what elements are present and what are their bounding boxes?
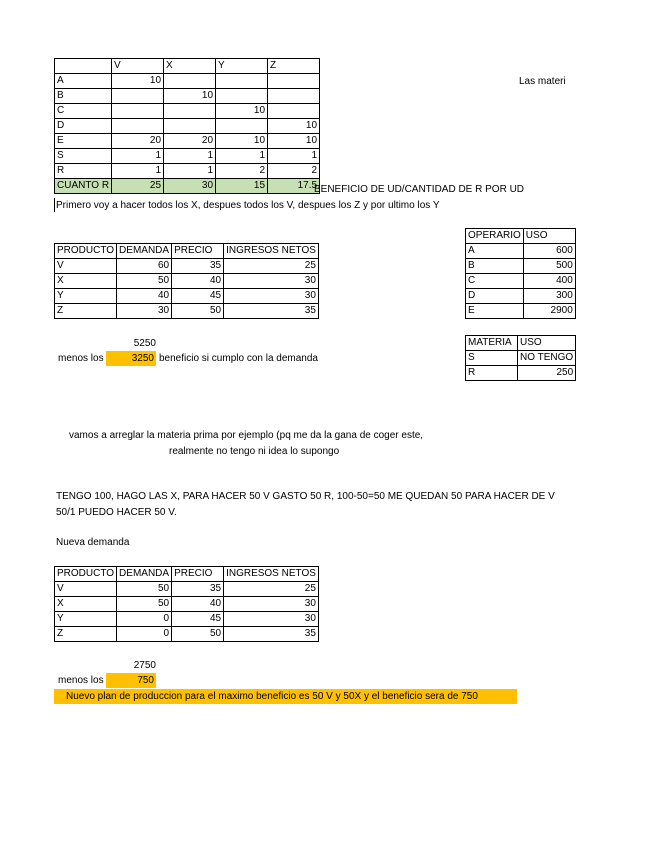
table-row-cell: 0 — [117, 627, 172, 642]
header-row-cell: DEMANDA — [117, 244, 172, 259]
table-row-cell: 0 — [117, 612, 172, 627]
table-row-cell: 45 — [172, 612, 224, 627]
resource-matrix — [54, 58, 320, 194]
table-row — [466, 304, 576, 319]
header-row — [55, 244, 319, 259]
calc1-label: menos los — [58, 353, 104, 364]
table-row-cell — [216, 119, 268, 134]
header-row — [55, 59, 320, 74]
table-row — [55, 149, 320, 164]
table-row-cell: 1 — [112, 149, 164, 164]
total-row-cell: 15 — [216, 179, 268, 194]
table-row-cell: 45 — [172, 289, 224, 304]
table-row — [55, 582, 319, 597]
header-row-cell: INGRESOS NETOS — [224, 567, 319, 582]
table-row-cell: 30 — [117, 304, 172, 319]
table-row-cell: V — [55, 582, 117, 597]
total-row-cell: CUANTO R — [55, 179, 112, 194]
table-row — [55, 274, 319, 289]
table-row-cell: X — [55, 274, 117, 289]
calc2-value: 2750 — [133, 660, 156, 671]
table-row-cell: 30 — [224, 274, 319, 289]
table-row-cell: 35 — [172, 259, 224, 274]
table-row-cell: 20 — [164, 134, 216, 149]
table-row-cell: E — [55, 134, 112, 149]
operario-table — [465, 228, 576, 319]
table-row — [466, 259, 576, 274]
materia-table — [465, 335, 576, 381]
calc1-value: 5250 — [133, 338, 156, 349]
table-row — [466, 244, 576, 259]
header-row-cell: V — [112, 59, 164, 74]
total-note: BENEFICIO DE UD/CANTIDAD DE R POR UD — [314, 184, 525, 195]
table-row-cell: 60 — [117, 259, 172, 274]
total-row-cell: 30 — [164, 179, 216, 194]
table-row — [55, 119, 320, 134]
table-row-cell — [164, 74, 216, 89]
comment-line-2: realmente no tengo ni idea lo supongo — [169, 446, 340, 457]
calc2-label: menos los — [58, 675, 104, 686]
table-row-cell: 10 — [268, 134, 320, 149]
table-row-cell: 10 — [112, 74, 164, 89]
table-row-cell: 1 — [164, 149, 216, 164]
header-row-cell: MATERIA — [466, 336, 518, 351]
table-row-cell — [112, 119, 164, 134]
table-row-cell: 30 — [224, 289, 319, 304]
header-row-cell: PRECIO — [172, 567, 224, 582]
total-row — [55, 179, 320, 194]
table-row — [55, 104, 320, 119]
table-row-cell: 300 — [523, 289, 575, 304]
table-row-cell: A — [55, 74, 112, 89]
table-row-cell — [164, 104, 216, 119]
top-right-note: Las materi — [519, 76, 566, 87]
table-row-cell — [112, 104, 164, 119]
conclusion-text: Nuevo plan de produccion para el maximo beneficio es 50 V y 50X y el beneficio sera de 750 — [66, 691, 478, 702]
table-row-cell: 35 — [224, 304, 319, 319]
table-row-cell: 40 — [172, 597, 224, 612]
table-row-cell: 30 — [224, 597, 319, 612]
table-row-cell: X — [55, 597, 117, 612]
table-row-cell: Y — [55, 289, 117, 304]
demand-table-1 — [54, 243, 319, 319]
table-row-cell: Y — [55, 612, 117, 627]
table-row-cell: 2 — [268, 164, 320, 179]
table-row-cell: S — [466, 351, 518, 366]
table-row — [55, 164, 320, 179]
table-row-cell: 40 — [172, 274, 224, 289]
table-row — [55, 627, 319, 642]
total-row-cell: 17.5 — [268, 179, 320, 194]
header-row-cell — [55, 59, 112, 74]
explanation-line-2: 50/1 PUEDO HACER 50 V. — [56, 507, 177, 518]
table-row-cell: 50 — [117, 582, 172, 597]
table-row-cell: R — [466, 366, 518, 381]
table-row-cell: 25 — [224, 259, 319, 274]
table-row-cell: 1 — [164, 164, 216, 179]
header-row-cell: USO — [518, 336, 576, 351]
table-row-cell: B — [466, 259, 524, 274]
table-row-cell: Z — [55, 304, 117, 319]
table-row — [55, 612, 319, 627]
table-row-cell: R — [55, 164, 112, 179]
table-row — [55, 597, 319, 612]
conclusion-banner — [54, 689, 517, 704]
table-row — [55, 289, 319, 304]
header-row-cell: Z — [268, 59, 320, 74]
demand-table-2 — [54, 566, 319, 642]
header-row-cell: DEMANDA — [117, 567, 172, 582]
explanation-line-1: TENGO 100, HAGO LAS X, PARA HACER 50 V GASTO 50 R, 100-50=50 ME QUEDAN 50 PARA HACER DE V — [56, 491, 555, 502]
table-row-cell: 600 — [523, 244, 575, 259]
table-row-cell: 20 — [112, 134, 164, 149]
table-row-cell: C — [466, 274, 524, 289]
table-row-cell: 1 — [216, 149, 268, 164]
table-row-cell — [164, 119, 216, 134]
header-row — [466, 229, 576, 244]
table-row — [55, 74, 320, 89]
header-row-cell: PRECIO — [172, 244, 224, 259]
header-row-cell: X — [164, 59, 216, 74]
table-row-cell: 2 — [216, 164, 268, 179]
table-row — [55, 134, 320, 149]
table-row-cell — [268, 104, 320, 119]
table-row-cell: 50 — [117, 597, 172, 612]
header-row-cell: INGRESOS NETOS — [224, 244, 319, 259]
table-row — [466, 289, 576, 304]
new-demand-title: Nueva demanda — [56, 537, 130, 548]
calc2-highlight: 750 — [106, 673, 156, 688]
table-row-cell: 10 — [216, 104, 268, 119]
table-row-cell: 10 — [216, 134, 268, 149]
header-row — [466, 336, 576, 351]
header-row-cell: PRODUCTO — [55, 567, 117, 582]
table-row-cell: Z — [55, 627, 117, 642]
header-row-cell: USO — [523, 229, 575, 244]
table-row-cell — [268, 89, 320, 104]
calc1-highlight: 3250 — [106, 351, 156, 366]
table-row-cell — [216, 74, 268, 89]
table-row-cell: V — [55, 259, 117, 274]
table-row — [466, 274, 576, 289]
table-row-cell: B — [55, 89, 112, 104]
table-row — [466, 351, 576, 366]
table-row-cell: A — [466, 244, 524, 259]
table-row-cell — [216, 89, 268, 104]
table-row-cell: 35 — [172, 582, 224, 597]
table-row — [55, 304, 319, 319]
table-row-cell: 1 — [268, 149, 320, 164]
table-row-cell: 50 — [172, 627, 224, 642]
table-row-cell: 250 — [518, 366, 576, 381]
calc1-note: beneficio si cumplo con la demanda — [159, 353, 318, 364]
table-row-cell: 400 — [523, 274, 575, 289]
plan-left-border — [54, 198, 55, 212]
table-row-cell: D — [55, 119, 112, 134]
table-row-cell — [112, 89, 164, 104]
table-row-cell: 50 — [117, 274, 172, 289]
table-row-cell: 2900 — [523, 304, 575, 319]
table-row-cell: 10 — [164, 89, 216, 104]
table-row-cell: D — [466, 289, 524, 304]
table-row-cell: 35 — [224, 627, 319, 642]
header-row — [55, 567, 319, 582]
plan-text: Primero voy a hacer todos los X, despues todos los V, despues los Z y por ultimo los Y — [56, 200, 440, 211]
table-row-cell: C — [55, 104, 112, 119]
table-row-cell: 50 — [172, 304, 224, 319]
table-row-cell: 40 — [117, 289, 172, 304]
comment-line-1: vamos a arreglar la materia prima por ejemplo (pq me da la gana de coger este, — [69, 430, 424, 441]
header-row-cell: PRODUCTO — [55, 244, 117, 259]
table-row-cell — [268, 74, 320, 89]
table-row-cell: 1 — [112, 164, 164, 179]
table-row-cell: 30 — [224, 612, 319, 627]
table-row-cell: 500 — [523, 259, 575, 274]
header-row-cell: Y — [216, 59, 268, 74]
table-row-cell: 25 — [224, 582, 319, 597]
table-row — [55, 259, 319, 274]
total-row-cell: 25 — [112, 179, 164, 194]
table-row-cell: 10 — [268, 119, 320, 134]
table-row — [55, 89, 320, 104]
table-row — [466, 366, 576, 381]
header-row-cell: OPERARIO — [466, 229, 524, 244]
table-row-cell: E — [466, 304, 524, 319]
table-row-cell: S — [55, 149, 112, 164]
table-row-cell: NO TENGO — [518, 351, 576, 366]
